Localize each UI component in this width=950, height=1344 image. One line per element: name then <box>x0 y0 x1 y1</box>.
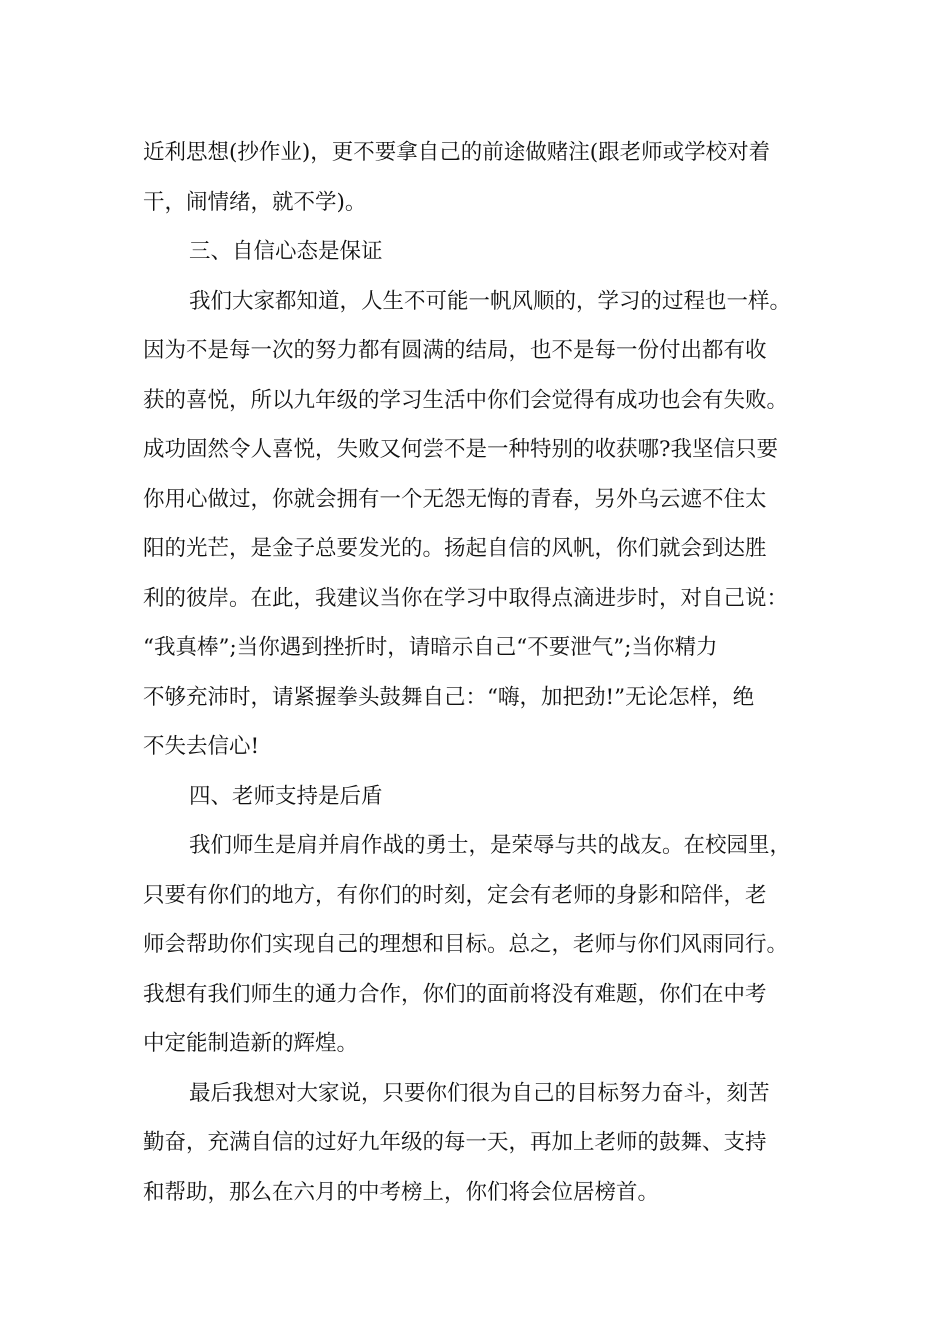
text-line: 我想有我们师生的通力合作，你们的面前将没有难题，你们在中考 <box>143 981 767 1007</box>
text-line: 中定能制造新的辉煌。 <box>143 1031 359 1056</box>
text-line: 获的喜悦，所以九年级的学习生活中你们会觉得有成功也会有失败。 <box>143 387 789 413</box>
text-line: 近利思想(抄作业)，更不要拿自己的前途做赌注(跟老师或学校对着 <box>143 140 771 165</box>
text-line: 只要有你们的地方，有你们的时刻，定会有老师的身影和陪伴，老 <box>143 882 767 908</box>
text-line: 因为不是每一次的努力都有圆满的结局，也不是每一份付出都有收 <box>143 338 767 363</box>
text-line: 最后我想对大家说，只要你们很为自己的目标努力奋斗，刻苦 <box>189 1080 770 1106</box>
text-line: 不够充沛时，请紧握拳头鼓舞自己：“嗨，加把劲!”无论怎样，绝 <box>143 684 755 710</box>
text-line: 不失去信心! <box>143 734 260 759</box>
section-heading: 三、自信心态是保证 <box>189 239 383 264</box>
text-line: 勤奋，充满自信的过好九年级的每一天，再加上老师的鼓舞、支持 <box>143 1130 767 1155</box>
text-line: 我们师生是肩并肩作战的勇士，是荣辱与共的战友。在校园里， <box>189 833 792 858</box>
text-line: 成功固然令人喜悦，失败又何尝不是一种特别的收获哪?我坚信只要 <box>143 437 779 462</box>
text-line: 干，闹情绪，就不学)。 <box>143 189 367 215</box>
text-line: 你用心做过，你就会拥有一个无怨无悔的青春，另外乌云遮不住太 <box>143 486 767 512</box>
text-line: 师会帮助你们实现自己的理想和目标。总之，老师与你们风雨同行。 <box>143 932 789 957</box>
text-line: 我们大家都知道，人生不可能一帆风顺的，学习的过程也一样。 <box>189 288 792 314</box>
text-line: “我真棒”;当你遇到挫折时，请暗示自己“不要泄气”;当你精力 <box>143 635 718 660</box>
text-line: 阳的光芒，是金子总要发光的。扬起自信的风帆，你们就会到达胜 <box>143 536 767 561</box>
text-line: 和帮助，那么在六月的中考榜上，你们将会位居榜首。 <box>143 1179 660 1205</box>
section-heading: 四、老师支持是后盾 <box>189 783 383 809</box>
body-text <box>143 128 807 1217</box>
text-line: 利的彼岸。在此，我建议当你在学习中取得点滴进步时，对自己说： <box>143 585 789 611</box>
